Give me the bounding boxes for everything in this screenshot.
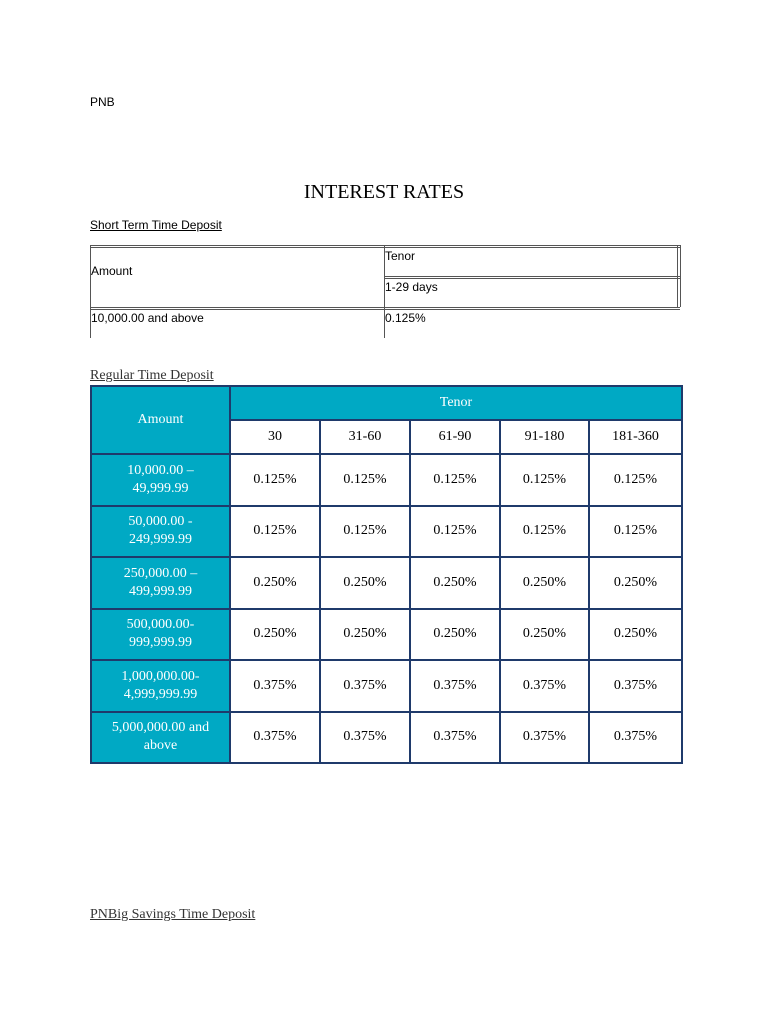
amount-range-cell: 10,000.00 – 49,999.99 (91, 454, 230, 506)
table-row (91, 506, 682, 558)
rate-cell: 0.125% (500, 454, 589, 506)
rate-cell: 0.125% (500, 506, 589, 558)
rate-cell: 0.375% (589, 660, 682, 712)
rate-cell: 0.125% (230, 454, 320, 506)
table-row (91, 454, 682, 506)
tenor-header-cell: 30 (230, 420, 320, 454)
rate-cell: 0.250% (320, 557, 410, 609)
rate-cell: 0.375% (410, 660, 500, 712)
rate-cell: 0.125% (589, 454, 682, 506)
rate-cell: 0.375% (230, 660, 320, 712)
table-row (91, 712, 682, 764)
rate-cell: 0.375% (589, 712, 682, 764)
tenor-header: Tenor (385, 249, 416, 263)
tenor-header-cell: 61-90 (410, 420, 500, 454)
short-term-title: Short Term Time Deposit (90, 218, 222, 232)
rate-cell: 0.375% (500, 712, 589, 764)
row-rate: 0.125% (385, 311, 426, 325)
rate-cell: 0.125% (320, 454, 410, 506)
rate-cell: 0.375% (320, 660, 410, 712)
rate-cell: 0.250% (589, 557, 682, 609)
rate-cell: 0.375% (230, 712, 320, 764)
amount-range-cell: 1,000,000.00- 4,999,999.99 (91, 660, 230, 712)
rate-cell: 0.250% (320, 609, 410, 661)
short-term-table (90, 245, 680, 338)
amount-header: Amount (91, 264, 133, 278)
rate-cell: 0.125% (410, 454, 500, 506)
amount-range-cell: 500,000.00- 999,999.99 (91, 609, 230, 661)
tenor-header-cell: 91-180 (500, 420, 589, 454)
tenor-header-cell: 31-60 (320, 420, 410, 454)
amount-column-header: Amount (91, 386, 230, 454)
tenor-row-divider (385, 276, 680, 279)
rate-cell: 0.250% (589, 609, 682, 661)
org-name: PNB (90, 95, 115, 109)
amount-range-cell: 50,000.00 - 249,999.99 (91, 506, 230, 558)
amount-range-cell: 5,000,000.00 and above (91, 712, 230, 764)
table-right-border-outer (680, 245, 681, 307)
rate-cell: 0.375% (410, 712, 500, 764)
table-row (91, 609, 682, 661)
rate-cell: 0.250% (230, 609, 320, 661)
page-title: INTEREST RATES (303, 181, 465, 203)
row-amount: 10,000.00 and above (91, 311, 204, 325)
rate-cell: 0.125% (230, 506, 320, 558)
rate-cell: 0.250% (500, 557, 589, 609)
rate-cell: 0.125% (589, 506, 682, 558)
rate-cell: 0.250% (410, 557, 500, 609)
table-top-border (90, 245, 680, 248)
tenor-header-cell: 181-360 (589, 420, 682, 454)
rate-cell: 0.125% (410, 506, 500, 558)
rate-cell: 0.250% (500, 609, 589, 661)
tenor-value: 1-29 days (385, 280, 438, 294)
table-row (91, 660, 682, 712)
regular-deposit-table (90, 385, 683, 764)
table-row (91, 557, 682, 609)
regular-deposit-title: Regular Time Deposit (90, 368, 214, 383)
amount-range-cell: 250,000.00 – 499,999.99 (91, 557, 230, 609)
rate-cell: 0.375% (500, 660, 589, 712)
rate-cell: 0.125% (320, 506, 410, 558)
data-row-divider (90, 307, 680, 310)
tenor-column-header: Tenor (230, 386, 682, 420)
rate-cell: 0.375% (320, 712, 410, 764)
rate-cell: 0.250% (230, 557, 320, 609)
pnbig-deposit-title: PNBig Savings Time Deposit (90, 907, 256, 922)
rate-cell: 0.250% (410, 609, 500, 661)
